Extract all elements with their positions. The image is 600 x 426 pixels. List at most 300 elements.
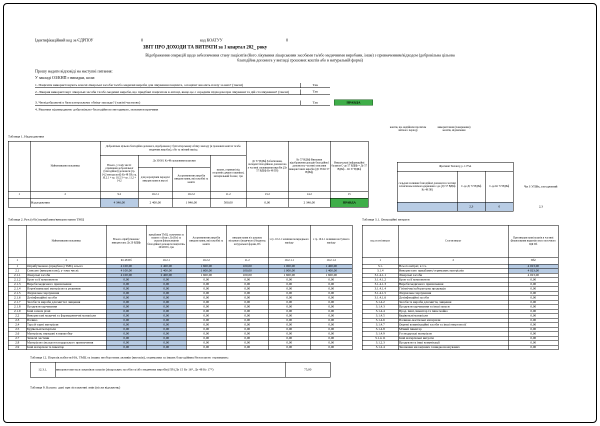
t2-cell: 0,00 xyxy=(268,336,310,341)
question-answer[interactable]: Так xyxy=(300,83,330,88)
t2-cell: 0,00 xyxy=(310,314,352,319)
t2-cell: 0,00 xyxy=(186,278,226,283)
t2-cell: 0,00 xyxy=(310,291,352,296)
t2-col-code xyxy=(8,225,26,257)
t3-cell: М'який інвентар xyxy=(398,327,508,332)
t2-cell: 0,00 xyxy=(226,327,268,332)
t2-cell[interactable]: 0,00 xyxy=(106,336,146,341)
edrpou-label: Ідентифікаційний код за ЄДРПОУ xyxy=(35,38,94,43)
t2-cell: 0,00 xyxy=(226,332,268,337)
t2-cell[interactable]: 0,00 xyxy=(146,305,186,310)
t2-cell: 0,00 xyxy=(186,282,226,287)
t1-col-inkind: кошти, отримані від сторонніх джерел закупівлі, матеріальний баланс, грн xyxy=(210,155,246,191)
balance-col1: сальдові залишки благодійної допомоги в частині зобов'язань шляхом одержання с-до (Дт 57 ВДБф Кт 48 Пб) xyxy=(397,171,457,202)
t3-cell: Лікувальне харчування xyxy=(398,291,508,296)
t3-cell: 3.1.4.4 xyxy=(362,309,398,314)
t2-cell: 0,00 xyxy=(310,305,352,310)
t2-cell[interactable]: 0,00 xyxy=(146,336,186,341)
t1-col-kt57: Кт 57 ВДБф Визнання відображення доходів благодійної допомоги у частині списання використаних виробів (Дт 58 Кт 57 ВДБф) xyxy=(288,141,330,191)
t2-cell: 0,00 xyxy=(186,318,226,323)
t2-cell: 0,00 xyxy=(186,309,226,314)
t1-num-cell: 9.2 xyxy=(100,191,138,198)
t2-cell[interactable]: 100,00 xyxy=(226,264,268,269)
t1-col-cash1: для розрахунків передачі використання в якості xyxy=(138,167,172,191)
t2-col-c3: Асортиментних виробів використання, які потрібні за кошти xyxy=(186,225,226,257)
edrpou-value: 0 xyxy=(141,38,143,43)
t3-cell: 3.1.4.1.3 xyxy=(362,282,398,287)
t3-cell: Паливно-мастильні матеріали xyxy=(398,318,508,323)
t1-col-cash2: Асортиментних виробів використання, які потрібні за кошти xyxy=(172,167,210,191)
t2-cell: 0,00 xyxy=(268,309,310,314)
t3-cell: 3.1.4.1.6 xyxy=(362,296,398,301)
t2-cell: 0,00 xyxy=(268,345,310,350)
t2-cell[interactable]: 0,00 xyxy=(106,341,146,346)
t2-cell: Вироби медичного призначення xyxy=(26,282,106,287)
question-row-1 xyxy=(35,83,385,88)
t2-cell: 2.1 xyxy=(8,269,26,274)
t2-cell: 0,00 xyxy=(268,278,310,283)
balance-cell[interactable]: 2,3 xyxy=(457,202,485,211)
t2-cell: 0,00 xyxy=(186,336,226,341)
t2-cell: 0,00 xyxy=(268,323,310,328)
question-text: 2. Лікарня використовує лікарські засоби та/або медичні вироби, що придбані пацієнтом в аптеці, якщо це є середнім підходом при лікуванні та дій столікування? (так/ні) xyxy=(35,90,300,95)
t3-cell: 0,00 xyxy=(508,336,558,341)
t3-cell: Господарські матеріали xyxy=(398,332,508,337)
t2-cell: Лікарські засоби xyxy=(26,273,106,278)
t3-cell: Продукти та інші комунікації xyxy=(398,341,508,346)
t2-cell: 0,00 xyxy=(310,341,352,346)
t2-cell: 0,00 xyxy=(226,314,268,319)
koatuu-value: 0 xyxy=(286,38,288,43)
t2-cell: Паливо xyxy=(26,318,106,323)
t2-cell: 0,00 xyxy=(226,282,268,287)
t2-cell[interactable]: 0,00 xyxy=(106,282,146,287)
t3-col-value: При використанні коштів в частині фінансування видатків свого поточного ЦФ Пб xyxy=(508,225,558,257)
t2-cell: 2.9 xyxy=(8,345,26,350)
t2-col-name: Найменування показника xyxy=(26,225,106,257)
t2-cell[interactable]: 2 400,00 xyxy=(146,269,186,274)
t2-cell: 0,00 xyxy=(310,296,352,301)
t2-cell: 1 600,00 xyxy=(310,273,352,278)
t12-text-cell: використовується закупівля запасів (лікарських засобів та/або медичних виробів) Пб (Дт 15 Кт 16*, Дт 48 Кт 17*) xyxy=(55,362,285,377)
t2-cell: Тара й тарні матеріали xyxy=(26,323,106,328)
t3-cell: 3.1.2.3 xyxy=(362,341,398,346)
t2-cell[interactable]: 0,00 xyxy=(146,327,186,332)
t2-cell[interactable]: 0,00 xyxy=(146,345,186,350)
t2-col-c5: з гр. 10.2.1 залишки попереднього періоду xyxy=(268,225,310,257)
t3-cell: 0,00 xyxy=(508,309,558,314)
t3-cell[interactable]: 4 023,00 xyxy=(508,264,558,269)
t2-cell: Інші матеріали та інвентар xyxy=(26,345,106,350)
t2-cell: 0,00 xyxy=(310,318,352,323)
t2-cell: Кров та її компоненти xyxy=(26,278,106,283)
t2-cell: 0,00 xyxy=(268,314,310,319)
t3-cell: 0,00 xyxy=(508,332,558,337)
t1-num-cell: 10.2.2 xyxy=(172,191,210,198)
t3-cell: Засоби та вироби для миття, чищення xyxy=(398,300,508,305)
t3-cell: 0,00 xyxy=(508,318,558,323)
t2-cell: 0,00 xyxy=(268,287,310,292)
intro-line1: Відображення операцій щодо забезпечення стану пацієнтів (його лікування лікарськими засобами та/або медичними виробами, інше) з призначенням/відходом (добровільна цільова xyxy=(145,53,455,58)
t1-col-dt57: Дт 57 ВДБф Зобов'язання, складені благодійною допомогою у частині споживання виробів (Дт 57 ВДБф Кт 48 Пб) xyxy=(246,141,288,191)
t2-cell: 0,00 xyxy=(226,341,268,346)
t3-cell: 0,00 xyxy=(508,323,558,328)
t2-cell[interactable]: 0,00 xyxy=(106,318,146,323)
t2-num-cell: 11.2 xyxy=(226,257,268,264)
t1-num-cell: 2 xyxy=(30,191,100,198)
t1-col-check: Витрачальні інформаційні баланси С-до 57 ВДБф = Дт 57 ВДБф − Кт 57 ВДБф xyxy=(330,141,368,191)
page-title: ЗВІТ ПРО ДОХОДИ ТА ВИТРАТИ за 1 квартал 202_ року xyxy=(142,45,268,50)
t3-cell: 3.1.4.1.2 xyxy=(362,278,398,283)
table12-caption: Таблиця 12. Перелік набуття НА, ТМЦ та інших необоротних активів (внесків), отриманих за інших благодійних/безоплатно отриманих: xyxy=(30,356,229,360)
t2-cell[interactable]: 1 600,00 xyxy=(186,264,226,269)
t2-cell: 2.1.7 xyxy=(8,300,26,305)
t2-cell: 0,00 xyxy=(268,341,310,346)
koatuu-label: код КОАТУУ xyxy=(200,38,223,43)
t2-cell: 0,00 xyxy=(268,296,310,301)
t1-col-total: Всього, у тому числі: отримання добровільної (благодійної) допомоги (гр. 14.2 методології) Кт 48 Пб; гр. 10.2.1 + гр. 10.2.3 + гр. 11.2 + 14.2 xyxy=(100,155,138,191)
balance-cell[interactable]: 0 xyxy=(485,202,513,211)
t3-cell: 0,00 xyxy=(508,345,558,350)
t2-cell: 0,00 xyxy=(186,296,226,301)
t2-cell[interactable]: 0,00 xyxy=(106,323,146,328)
balance-fragment-table xyxy=(397,162,569,212)
t3-num-cell: 1 xyxy=(362,257,398,264)
t2-cell: 0,00 xyxy=(310,309,352,314)
balance-col2: С-до Дт 57 ВДБф xyxy=(457,171,485,202)
t3-cell: 3.1.4.2 xyxy=(362,300,398,305)
t2-cell: 0,00 xyxy=(186,332,226,337)
t2-cell: 0,00 xyxy=(310,300,352,305)
t2-cell: 0,00 xyxy=(268,327,310,332)
balance-note1: кошти, що надійшли протягом звітного періоду xyxy=(389,126,427,133)
t2-cell: Інші запаси різні xyxy=(26,309,106,314)
balance-cell[interactable] xyxy=(397,202,457,211)
question-text: 4. Рішення підтверджено добровільно-благодійною методикою, пояснити причини xyxy=(35,107,159,112)
t2-cell: 2.4 xyxy=(8,323,26,328)
t3-cell: 0,00 xyxy=(508,314,558,319)
t3-col-code: код статті витрат xyxy=(362,225,398,257)
t2-cell: 0,00 xyxy=(310,287,352,292)
t2-cell[interactable]: 1 000,00 xyxy=(268,269,310,274)
t2-cell[interactable]: 0,00 xyxy=(146,341,186,346)
t2-cell: 2.7 xyxy=(8,336,26,341)
t2-cell[interactable]: 0,00 xyxy=(146,309,186,314)
t2-cell[interactable]: 4 100,00 xyxy=(106,264,146,269)
t3-cell: 0,00 xyxy=(508,341,558,346)
t2-cell[interactable]: 0,00 xyxy=(106,300,146,305)
t1-cell: 0,00 xyxy=(246,198,288,207)
questions-block xyxy=(35,83,385,112)
t2-col-c2: придбання ТМЦ, сплачених за кошти з «Благ» Дт (Кт) за «кошти фінансування благодійної допомоги пацієнтів» 20/48 Пб, грн xyxy=(146,225,186,257)
t2-cell: Списано (використано), у тому числі: xyxy=(26,269,106,274)
t2-cell: 0,00 xyxy=(226,309,268,314)
t2-cell: Запасні частини xyxy=(26,336,106,341)
t1-cell: 2 400,00 xyxy=(138,198,172,207)
t3-cell: 0,00 xyxy=(508,291,558,296)
t2-col-c4: використання в/з рахунок місцевого (медичного) бюджету, натуральної форми, Пб xyxy=(226,225,268,257)
t3-cell: Будівельні матеріали xyxy=(398,314,508,319)
t2-cell: Продукти харчування xyxy=(26,305,106,310)
t3-cell: 3.1.4.5 xyxy=(362,314,398,319)
question-answer[interactable]: Так xyxy=(300,100,330,105)
t2-cell: 2.3 xyxy=(8,318,26,323)
t1-cell: 1 946,00 xyxy=(172,198,210,207)
t1-num-cell: 13.2 xyxy=(246,191,288,198)
t2-cell[interactable]: 100,00 xyxy=(226,269,268,274)
t2-cell: 0,00 xyxy=(226,318,268,323)
t2-num-cell: 10.2.1.2 xyxy=(310,257,352,264)
t3-cell: 0,00 xyxy=(508,327,558,332)
t2-cell: 0,00 xyxy=(186,345,226,350)
t2-cell: 0,00 xyxy=(186,287,226,292)
t2-cell: Матеріали, передані в переробку xyxy=(26,332,106,337)
t2-cell: 2.1.3 xyxy=(8,282,26,287)
t3-cell[interactable]: 4 023,00 xyxy=(508,269,558,274)
t2-cell: 2.1.5 xyxy=(8,291,26,296)
t2-cell[interactable]: 0,00 xyxy=(106,327,146,332)
t2-cell: 100,00 xyxy=(226,273,268,278)
t2-cell: 2.6 xyxy=(8,332,26,337)
t2-cell: 0,00 xyxy=(226,278,268,283)
t2-cell: 0,00 xyxy=(268,332,310,337)
t2-cell[interactable]: 0,00 xyxy=(106,278,146,283)
t2-cell[interactable]: 1 400,00 xyxy=(310,264,352,269)
t2-cell: 1 600,00 xyxy=(268,273,310,278)
t3-cell: Дезінфекційні засоби xyxy=(398,296,508,301)
t2-num-cell: 1 xyxy=(8,257,26,264)
balance-outside-label: Чи З УПВх, узгоджений xyxy=(513,171,568,202)
t1-cell: 2 346,00 xyxy=(288,198,330,207)
table12 xyxy=(30,362,331,378)
t1-col-name: Найменування показника xyxy=(30,141,100,191)
t3-cell: Лікарські засоби xyxy=(398,273,508,278)
t2-cell: 0,00 xyxy=(186,291,226,296)
question-row-3 xyxy=(35,99,385,105)
t1-num-cell: 15 xyxy=(330,191,368,198)
t3-cell: 0,00 xyxy=(508,287,558,292)
t2-cell: Матеріали сільськогосподарського призначення xyxy=(26,341,106,346)
t1-cell[interactable]: 4 346,00 xyxy=(100,198,138,207)
balance-note2: використання (повернення) коштів, відхилення xyxy=(437,126,471,133)
t2-cell: Дезінфекційні засоби xyxy=(26,296,106,301)
t1-cell xyxy=(8,198,30,207)
t3-col-name: Стаття витрат xyxy=(398,225,508,257)
t3-cell: Окремі комунікаційні засоби та інші енергоносії xyxy=(398,323,508,328)
t2-cell: 0,00 xyxy=(226,323,268,328)
t2-num-cell: 10.2.1 xyxy=(146,257,186,264)
t2-cell[interactable]: 0,00 xyxy=(106,314,146,319)
t2-cell[interactable]: 0,00 xyxy=(146,323,186,328)
t3-cell: Кров та її компоненти xyxy=(398,278,508,283)
t1-col-num xyxy=(8,141,30,191)
t3-cell: 3.1.4.1.4 xyxy=(362,287,398,292)
t2-cell: 0,00 xyxy=(226,291,268,296)
t2-cell: 2.1.4 xyxy=(8,287,26,292)
t2-cell[interactable]: 2 400,00 xyxy=(146,264,186,269)
t2-cell[interactable]: 1 400,00 xyxy=(310,269,352,274)
t3-cell: 3.1.4.1.5 xyxy=(362,291,398,296)
t2-cell: 0,00 xyxy=(310,282,352,287)
t2-cell: 0,00 xyxy=(268,300,310,305)
t2-cell[interactable]: 4 100,00 xyxy=(106,269,146,274)
t2-cell: 0,00 xyxy=(226,305,268,310)
t2-cell[interactable]: 0,00 xyxy=(146,314,186,319)
t2-cell[interactable]: 0,00 xyxy=(146,332,186,337)
intro-line2: благодійна допомога у вигляді грошових коштів або в натуральній формі) xyxy=(237,58,363,63)
t3-cell: 3.1.4.3 xyxy=(362,305,398,310)
t2-cell: Оприбутковано (придбано) ТМЦ, всього xyxy=(26,264,106,269)
t2-cell: Будівельні матеріали xyxy=(26,327,106,332)
t2-col-c1: Всього оприбутковано/використано Дт 20 ВДБф xyxy=(106,225,146,257)
t3-cell: 0,00 xyxy=(508,278,558,283)
t2-cell: 2.5 xyxy=(8,327,26,332)
questions-lead2: У закладі ОЗ/КНП є випадки, коли: xyxy=(35,75,96,80)
t2-cell: Засоби та вироби для миття і чищення xyxy=(26,300,106,305)
t2-cell: 0,00 xyxy=(226,296,268,301)
table1-caption: Таблиця 1. Надходження xyxy=(8,135,44,139)
t2-cell: 2.1.8 xyxy=(8,305,26,310)
question-row-2 xyxy=(35,90,385,95)
t3-cell: Вироби медичного призначення xyxy=(398,282,508,287)
t2-num-cell: 2 xyxy=(26,257,106,264)
t2-cell: 0,00 xyxy=(186,305,226,310)
table2 xyxy=(8,225,353,350)
balance-outside-value: 2,3 xyxy=(513,202,568,211)
t1-num-cell: 1 xyxy=(8,191,30,198)
t2-cell[interactable]: 1 600,00 xyxy=(186,269,226,274)
t1-num-cell: 14.2 xyxy=(288,191,330,198)
t3-cell: 0,00 xyxy=(508,305,558,310)
t2-cell[interactable]: 0,00 xyxy=(146,318,186,323)
t2-cell: 0,00 xyxy=(186,300,226,305)
t2-cell[interactable]: 0,00 xyxy=(106,291,146,296)
t3-cell: 3.1.4 xyxy=(362,269,398,274)
t2-cell[interactable]: 0,00 xyxy=(106,305,146,310)
t2-cell[interactable]: 0,00 xyxy=(106,296,146,301)
table1 xyxy=(8,141,369,208)
t3-cell: 3.1.4.9 xyxy=(362,332,398,337)
t3-cell: Зношення малоцінних і швидкозношуваних xyxy=(398,345,508,350)
t2-cell[interactable]: 0,00 xyxy=(146,282,186,287)
t2-col-c6: з гр. 10.2.1 залишки наступного періоду xyxy=(310,225,352,257)
t2-cell: Використані медичні та фармацевтичні матеріали xyxy=(26,314,106,319)
t2-cell[interactable]: 0,00 xyxy=(146,287,186,292)
t1-cell: 500,00 xyxy=(210,198,246,207)
t2-cell: 0,00 xyxy=(268,318,310,323)
t3-cell: 3.1.4.8 xyxy=(362,327,398,332)
t1-num-cell: 10.2.1 xyxy=(138,191,172,198)
t12-code-cell: 12.3.1. xyxy=(30,362,55,377)
question-text: 1. Пацієнти використовують власні лікарські засоби та/або медичні вироби для лікування пацієнта, а пацієнт вносить плату за них? (так/ні) xyxy=(35,83,300,88)
table2-caption: Таблиця 2. Рух (обіг) придбання/використання ТМЦ xyxy=(8,218,84,222)
t3-cell: Продукти харчування та інші запаси xyxy=(398,305,508,310)
footer-note: Таблиця 9. Баланс: дані при зіставленні змін (після відхилень) xyxy=(30,386,121,390)
balance-title: Фрагмент Балансу, р. 1175А xyxy=(397,162,513,171)
t1-check-cell: ПРАВДА xyxy=(330,198,368,207)
t2-cell: 0,00 xyxy=(226,345,268,350)
t2-cell: Лікувальне харчування xyxy=(26,291,106,296)
t2-cell: 0,00 xyxy=(268,305,310,310)
t3-cell: Використано придбаних/отриманих матеріалів xyxy=(398,269,508,274)
t3-cell: Прод. інші, інвентар та інше майно xyxy=(398,309,508,314)
t2-cell[interactable]: 0,00 xyxy=(146,300,186,305)
t3-cell: 0,00 xyxy=(508,282,558,287)
t3-cell: 0,00 xyxy=(508,300,558,305)
t2-cell: 0,00 xyxy=(310,336,352,341)
t2-cell[interactable]: 0,00 xyxy=(106,309,146,314)
t2-cell[interactable]: 0,00 xyxy=(146,278,186,283)
t2-cell: 0,00 xyxy=(226,300,268,305)
t2-cell: 2.2 xyxy=(8,314,26,319)
t2-cell[interactable]: 0,00 xyxy=(106,332,146,337)
t3-cell: 3.1. xyxy=(362,264,398,269)
table-row xyxy=(8,345,352,350)
table-row xyxy=(362,345,558,350)
t2-cell: 0,00 xyxy=(310,278,352,283)
t1-num-cell: 11.2 xyxy=(210,191,246,198)
t2-cell: 2.1.9 xyxy=(8,309,26,314)
t3-num-cell: Пб2 xyxy=(508,257,558,264)
t2-cell[interactable]: 2 400,00 xyxy=(146,273,186,278)
t2-cell: 0,00 xyxy=(310,327,352,332)
t2-cell[interactable]: 0,00 xyxy=(106,287,146,292)
t3-cell: 3.1.4.1.1 xyxy=(362,273,398,278)
t2-cell[interactable]: 0,00 xyxy=(106,345,146,350)
t2-cell: 0,00 xyxy=(186,323,226,328)
t2-cell: 2.8 xyxy=(8,341,26,346)
t2-cell: 0,00 xyxy=(310,323,352,328)
t1-cash-group: Дт 30/301 Кт 48 грошовими коштами xyxy=(138,155,210,167)
t2-cell: 2.1.6 xyxy=(8,296,26,301)
t2-cell: 2.1.2 xyxy=(8,278,26,283)
question-text: 3. Чи відображені у бухгалтерському обліку закладу? (так/ні/частково) xyxy=(35,101,300,106)
t3-num-cell: 2 xyxy=(398,257,508,264)
t3-cell: 3.1.4.11 xyxy=(362,336,398,341)
t2-cell: 2.1.1 xyxy=(8,273,26,278)
t2-cell[interactable]: 4 100,00 xyxy=(106,273,146,278)
questions-lead1: Прошу надати відповіді на наступні питання: xyxy=(35,69,113,74)
t2-cell: 0,00 xyxy=(310,332,352,337)
t3-cell: 0,00 xyxy=(508,296,558,301)
t3-cell: 3.1.4.7 xyxy=(362,323,398,328)
t1-group-header: Добровільна цільова благодійна допомога, відображена у бухгалтерському обліку закладу (в грошових коштах та/або медичних виробах), обіг за звітний період xyxy=(100,141,246,155)
t2-cell[interactable]: 0,00 xyxy=(146,291,186,296)
t2-num-cell: Кт 48 Пб xyxy=(106,257,146,264)
t3-cell: 3.1.4.6 xyxy=(362,318,398,323)
t2-cell: 0,00 xyxy=(186,327,226,332)
t2-num-cell: 10.2.2 xyxy=(186,257,226,264)
t2-cell: 1 600,00 xyxy=(186,273,226,278)
t2-cell[interactable]: 1 000,00 xyxy=(268,264,310,269)
t2-cell: 0,00 xyxy=(310,345,352,350)
t2-cell: 0,00 xyxy=(268,291,310,296)
t2-cell: 1 xyxy=(8,264,26,269)
t2-cell: 0,00 xyxy=(186,314,226,319)
t2-cell: 0,00 xyxy=(226,287,268,292)
spacer xyxy=(513,162,568,171)
t3-cell: Інші матеріальні витрати xyxy=(398,336,508,341)
t3-cell: Гігієнічна/лабораторна продукція xyxy=(398,287,508,292)
t3-cell: 3.1.2.4 xyxy=(362,345,398,350)
question-answer[interactable]: Так xyxy=(300,90,330,95)
t2-cell: 0,00 xyxy=(186,341,226,346)
t2-cell[interactable]: 0,00 xyxy=(146,296,186,301)
t2-cell: Перев'язувальні матеріали та реактиви xyxy=(26,287,106,292)
table3 xyxy=(362,225,559,350)
t2-cell: 0,00 xyxy=(268,282,310,287)
t2-num-cell: 10.2.1.1 xyxy=(268,257,310,264)
